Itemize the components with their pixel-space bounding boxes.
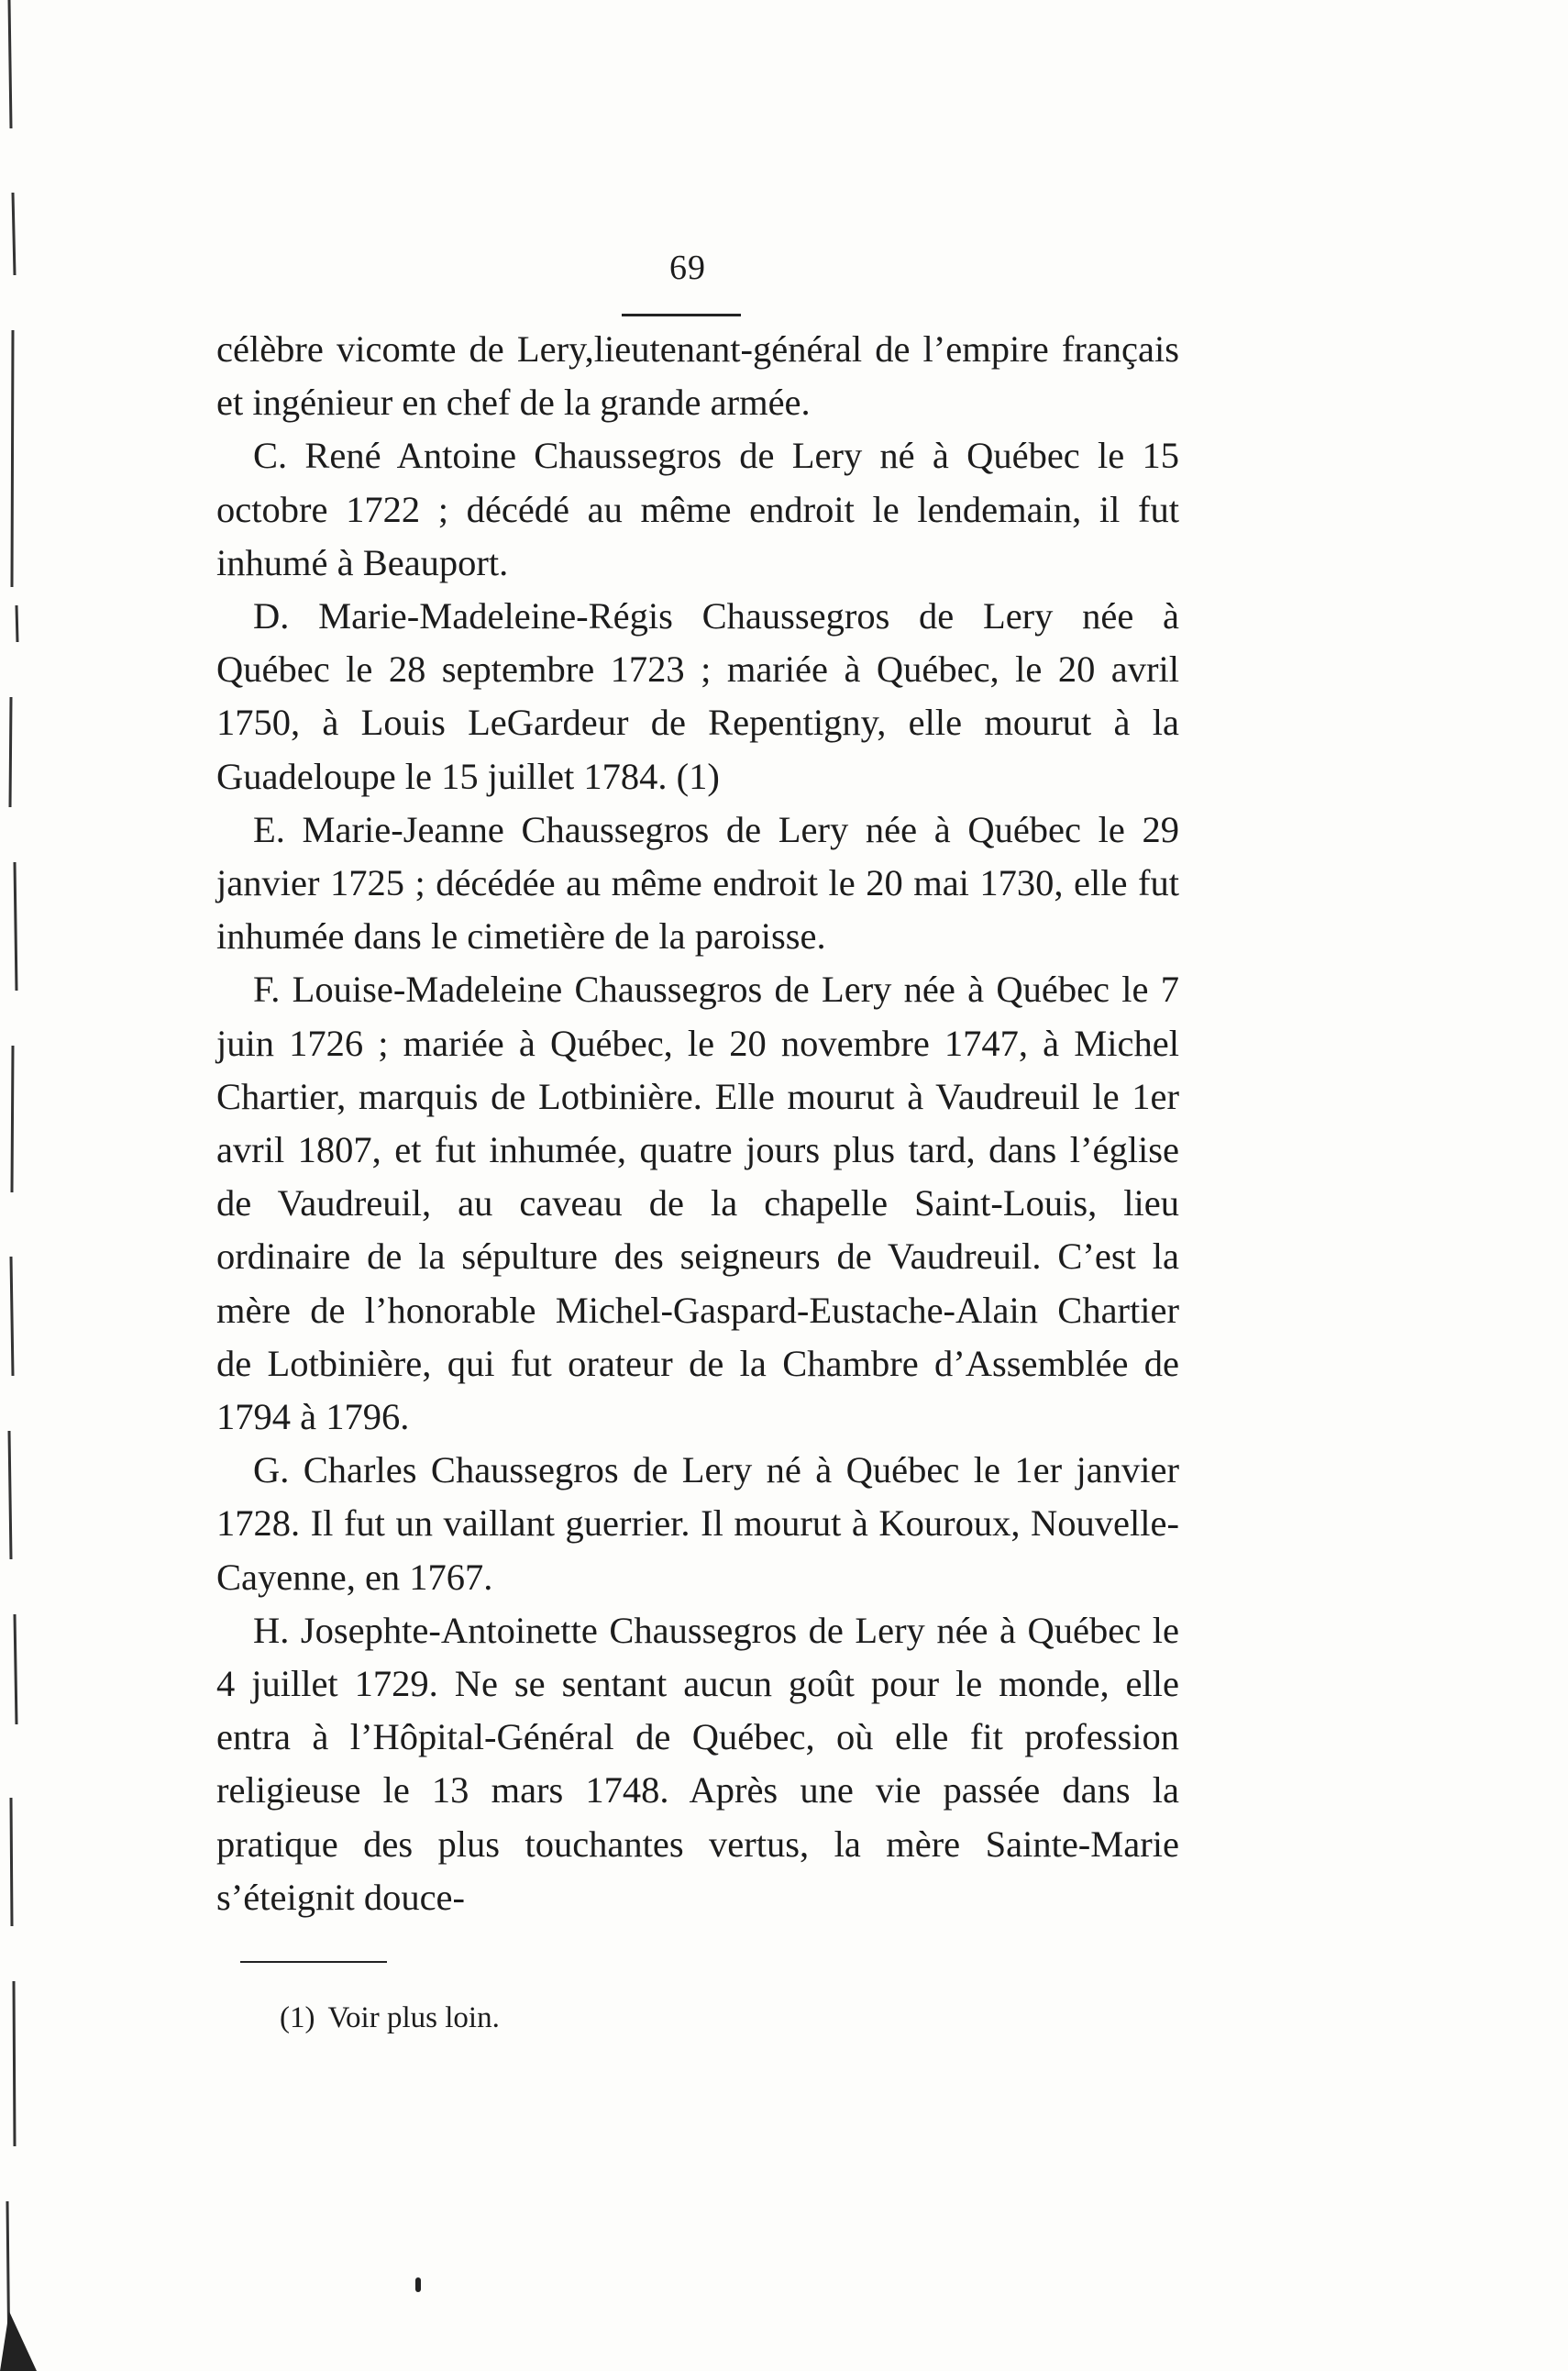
page-number: 69 (669, 249, 706, 287)
paragraph-entry-f: F. Louise-Madeleine Chaussegros de Lery née à Québec le 7 juin 1726 ; mariée à Québec, le 20 novembre 1747, à Michel Chartier, marquis de Lotbinière. Elle mourut à Vaudreuil le 1er avril 1807, et fut inhumée, quatre jours plus tard, dans l’église de Vaudreuil, au caveau de la chapelle Saint-Louis, lieu ordinaire de la sépulture des seigneurs de Vaudreuil. C’est la mère de l’honorable Michel-Gaspard-Eustache-Alain Chartier de Lotbinière, qui fut orateur de la Chambre d’Assemblée de 1794 à 1796. (216, 969, 1179, 1438)
header-rule (622, 314, 741, 316)
paragraph-entry-h: H. Josephte-Antoinette Chaussegros de Lery née à Québec le 4 juillet 1729. Ne se sentant aucun goût pour le monde, elle entra à l’Hôpital-Général de Québec, où elle fit profession religieuse le 13 mars 1748. Après une vie passée dans la pratique des plus touchantes vertus, la mère Sainte-Marie s’éteignit douce- (216, 1609, 1179, 1918)
body-text (216, 323, 1179, 1924)
paragraph-entry-g: G. Charles Chaussegros de Lery né à Québec le 1er janvier 1728. Il fut un vaillant guerrier. Il mourut à Kouroux, Nouvelle-Cayenne, en 1767. (216, 1449, 1179, 1598)
stray-ink-mark (415, 2277, 421, 2292)
paragraph-entry-e: E. Marie-Jeanne Chaussegros de Lery née à Québec le 29 janvier 1725 ; décédée au même endroit le 20 mai 1730, elle fut inhumée dans le cimetière de la paroisse. (216, 808, 1179, 958)
binding-edge-marks (0, 0, 37, 2371)
footnote-rule (240, 1961, 387, 1963)
footnote (280, 1998, 500, 2038)
paragraph-entry-d: D. Marie-Madeleine-Régis Chaussegros de Lery née à Québec le 28 septembre 1723 ; mariée à Québec, le 20 avril 1750, à Louis LeGardeur de Repentigny, elle mourut à la Guadeloupe le 15 juillet 1784. (1) (216, 595, 1179, 797)
footnote-marker: (1) (280, 2001, 315, 2034)
footnote-text: Voir plus loin. (327, 2001, 500, 2034)
paragraph-continuation: célèbre vicomte de Lery,lieutenant-général de l’empire français et ingénieur en chef de la grande armée. (216, 328, 1179, 424)
paragraph-entry-c: C. René Antoine Chaussegros de Lery né à Québec le 15 octobre 1722 ; décédé au même endroit le lendemain, il fut inhumé à Beauport. (216, 435, 1179, 583)
